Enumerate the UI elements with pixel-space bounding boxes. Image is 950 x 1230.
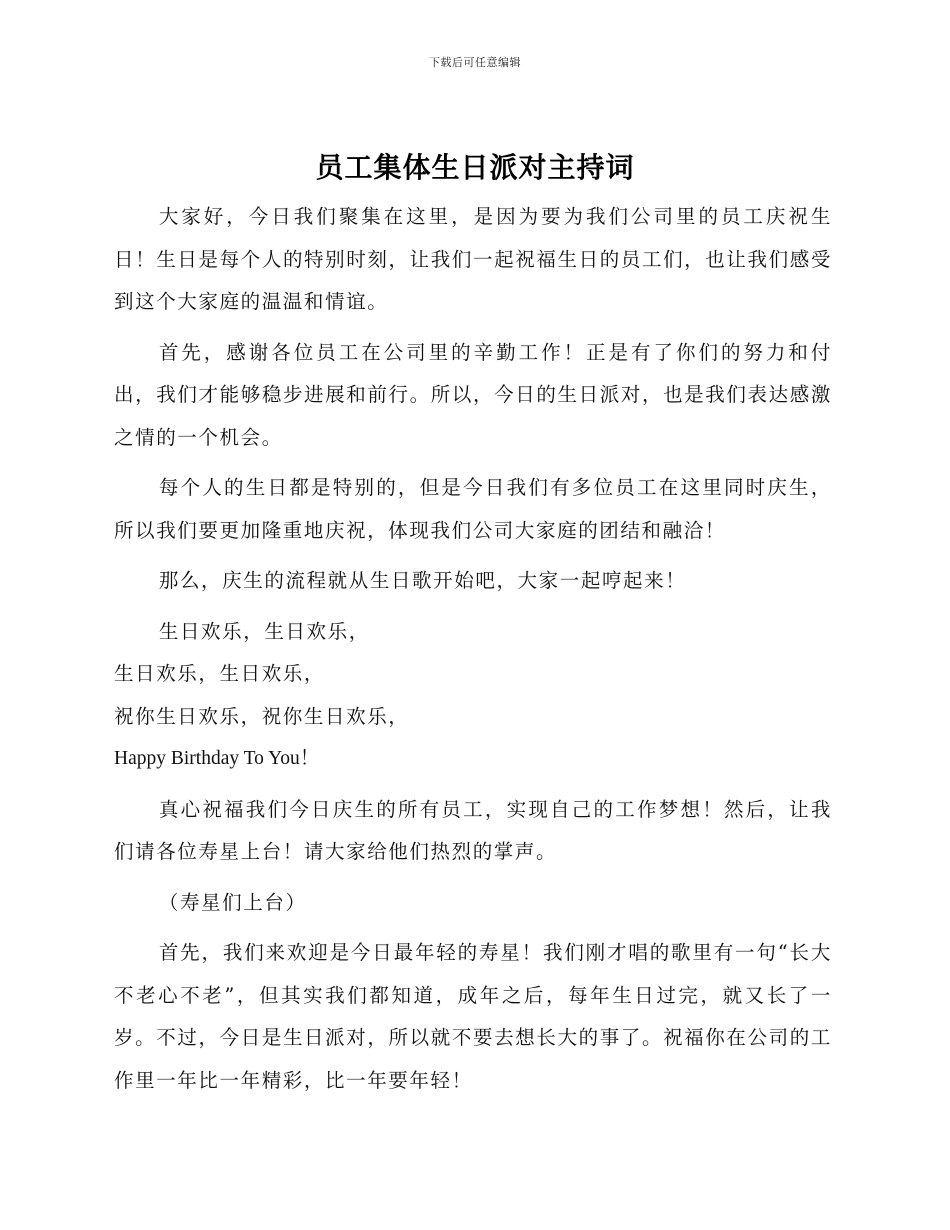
paragraph-stage-direction: （寿星们上台） (158, 890, 307, 914)
paragraph-celebration: 每个人的生日都是特别的，但是今日我们有多位员工在这里同时庆生，所以我们要更加隆重地庆祝，体现我们公司大家庭的团结和融洽！ (114, 476, 832, 542)
paragraph-thanks: 首先，感谢各位员工在公司里的辛勤工作！正是有了你们的努力和付出，我们才能够稳步进展和前行。所以，今日的生日派对，也是我们表达感激之情的一个机会。 (114, 340, 832, 449)
song-line-english: Happy Birthday To You！ (114, 748, 320, 769)
song-line: 祝你生日欢乐，祝你生日欢乐， (114, 704, 410, 728)
paragraph-youngest: 首先，我们来欢迎是今日最年轻的寿星！我们刚才唱的歌里有一句“长大不老心不老”，但其实我们都知道，成年之后，每年生日过完，就又长了一岁。不过，今日是生日派对，所以就不要去想长大的事了。祝福你在公司的工作里一年比一年精彩，比一年要年轻！ (114, 941, 832, 1092)
song-line: 生日欢乐，生日欢乐， (158, 619, 370, 643)
page-header-note: 下载后可任意编辑 (429, 56, 521, 69)
birthday-song (114, 611, 832, 781)
paragraph-song-intro: 那么，庆生的流程就从生日歌开始吧，大家一起哼起来！ (158, 569, 687, 592)
paragraph-blessing: 真心祝福我们今日庆生的所有员工，实现自己的工作梦想！然后，让我们请各位寿星上台！请大家给他们热烈的掌声。 (114, 797, 832, 863)
song-line: 生日欢乐，生日欢乐， (114, 662, 326, 685)
paragraph-greeting: 大家好，今日我们聚集在这里，是因为要为我们公司里的员工庆祝生日！生日是每个人的特别时刻，让我们一起祝福生日的员工们，也让我们感受到这个大家庭的温温和情谊。 (114, 205, 832, 313)
document-title: 员工集体生日派对主持词 (315, 151, 635, 184)
document-body (114, 196, 832, 1110)
